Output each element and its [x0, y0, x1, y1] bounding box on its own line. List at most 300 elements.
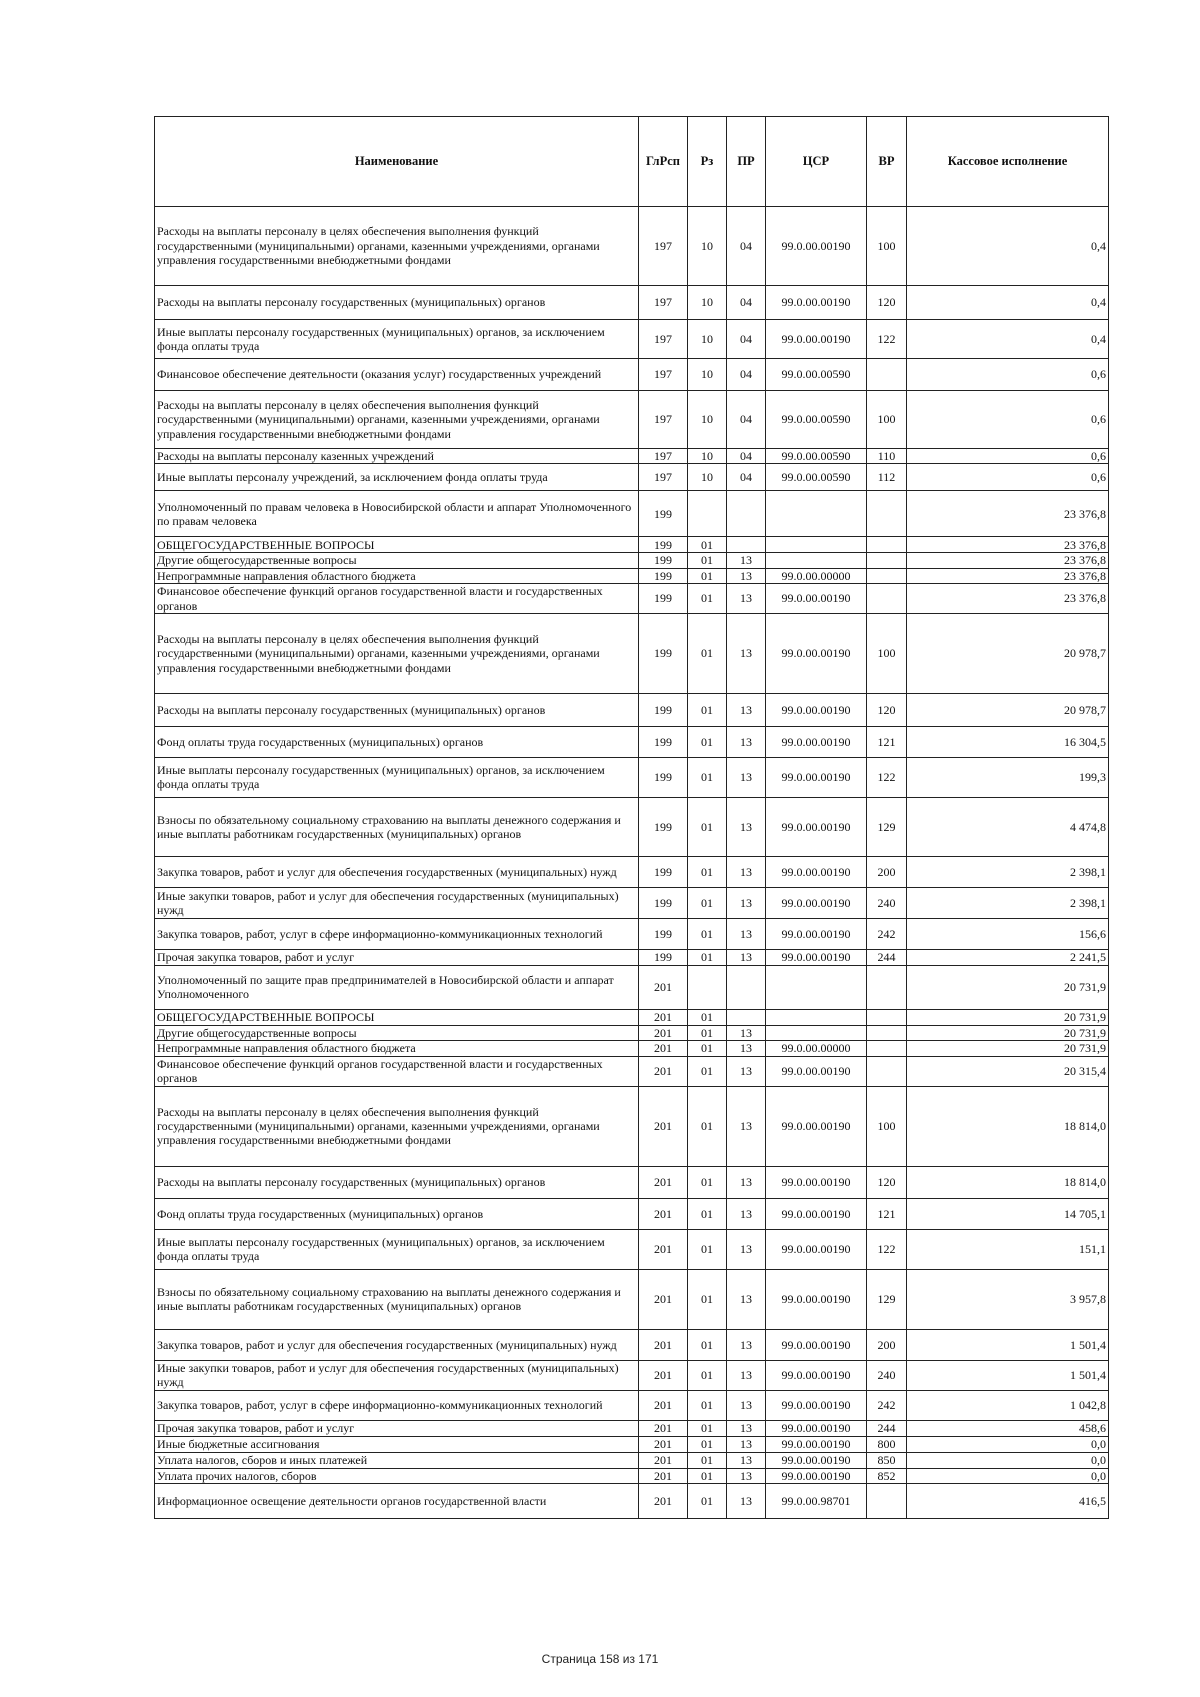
- cell-name: Иные бюджетные ассигнования: [155, 1436, 639, 1452]
- cell-vr: 100: [867, 391, 907, 449]
- cell-pr: [727, 491, 766, 537]
- cell-amount: 0,4: [907, 286, 1109, 320]
- cell-vr: 100: [867, 1086, 907, 1166]
- table-row: [155, 1009, 1109, 1025]
- cell-rz: 10: [688, 464, 727, 491]
- cell-csr: 99.0.00.00190: [766, 207, 867, 286]
- table-row: [155, 1436, 1109, 1452]
- cell-rz: 10: [688, 391, 727, 449]
- cell-vr: 240: [867, 1360, 907, 1390]
- cell-pr: 13: [727, 1390, 766, 1420]
- cell-vr: 244: [867, 1420, 907, 1436]
- cell-name: ОБЩЕГОСУДАРСТВЕННЫЕ ВОПРОСЫ: [155, 537, 639, 553]
- cell-name: Непрограммные направления областного бюджета: [155, 568, 639, 583]
- cell-name: Расходы на выплаты персоналу государственных (муниципальных) органов: [155, 1166, 639, 1198]
- cell-csr: 99.0.00.00190: [766, 613, 867, 693]
- cell-csr: [766, 1009, 867, 1025]
- table-row: [155, 584, 1109, 614]
- cell-csr: 99.0.00.00190: [766, 1452, 867, 1468]
- cell-rz: 01: [688, 693, 727, 726]
- cell-rz: 01: [688, 1041, 727, 1056]
- cell-glrsp: 197: [639, 391, 688, 449]
- cell-name: Закупка товаров, работ, услуг в сфере информационно-коммуникационных технологий: [155, 1390, 639, 1420]
- cell-amount: 20 978,7: [907, 693, 1109, 726]
- table-row: [155, 537, 1109, 553]
- cell-csr: [766, 491, 867, 537]
- table-row: [155, 797, 1109, 856]
- table-body: [155, 207, 1109, 1519]
- cell-vr: 852: [867, 1468, 907, 1483]
- cell-csr: 99.0.00.00190: [766, 584, 867, 614]
- cell-csr: 99.0.00.00190: [766, 918, 867, 949]
- cell-amount: 20 315,4: [907, 1056, 1109, 1086]
- header-csr: ЦСР: [766, 117, 867, 207]
- cell-vr: 122: [867, 320, 907, 359]
- header-amount: Кассовое исполнение: [907, 117, 1109, 207]
- table-row: [155, 693, 1109, 726]
- cell-pr: 13: [727, 1056, 766, 1086]
- cell-csr: 99.0.00.00190: [766, 1468, 867, 1483]
- table-row: [155, 1269, 1109, 1329]
- cell-name: Финансовое обеспечение функций органов государственной власти и государственных органов: [155, 584, 639, 614]
- cell-amount: 0,4: [907, 207, 1109, 286]
- cell-name: Иные закупки товаров, работ и услуг для обеспечения государственных (муниципальных) нужд: [155, 887, 639, 918]
- cell-pr: 13: [727, 949, 766, 965]
- cell-rz: 01: [688, 726, 727, 757]
- cell-name: Расходы на выплаты персоналу в целях обеспечения выполнения функций государственными (муниципальными) органами, казенными учреждениями, органами управления государственными внебюджетными фондами: [155, 613, 639, 693]
- table-row: [155, 286, 1109, 320]
- cell-glrsp: 201: [639, 1198, 688, 1229]
- cell-rz: 01: [688, 1086, 727, 1166]
- cell-name: Расходы на выплаты персоналу в целях обеспечения выполнения функций государственными (муниципальными) органами, казенными учреждениями, органами управления государственными внебюджетными фондами: [155, 1086, 639, 1166]
- cell-name: Взносы по обязательному социальному страхованию на выплаты денежного содержания и иные выплаты работникам государственных (муниципальных) органов: [155, 1269, 639, 1329]
- table-row: [155, 1484, 1109, 1519]
- cell-name: Уполномоченный по правам человека в Новосибирской области и аппарат Уполномоченного по правам человека: [155, 491, 639, 537]
- cell-pr: 13: [727, 918, 766, 949]
- cell-name: Взносы по обязательному социальному страхованию на выплаты денежного содержания и иные выплаты работникам государственных (муниципальных) органов: [155, 797, 639, 856]
- cell-pr: 13: [727, 726, 766, 757]
- cell-glrsp: 201: [639, 1025, 688, 1040]
- table-row: [155, 949, 1109, 965]
- cell-csr: 99.0.00.00590: [766, 449, 867, 464]
- table-row: [155, 1360, 1109, 1390]
- table-row: [155, 320, 1109, 359]
- cell-amount: 20 731,9: [907, 965, 1109, 1009]
- cell-csr: 99.0.00.00190: [766, 1436, 867, 1452]
- cell-amount: 20 731,9: [907, 1025, 1109, 1040]
- cell-glrsp: 199: [639, 757, 688, 797]
- cell-amount: 20 731,9: [907, 1041, 1109, 1056]
- cell-amount: 0,6: [907, 391, 1109, 449]
- cell-amount: 23 376,8: [907, 568, 1109, 583]
- cell-name: Расходы на выплаты персоналу государственных (муниципальных) органов: [155, 693, 639, 726]
- cell-vr: 121: [867, 1198, 907, 1229]
- cell-amount: 18 814,0: [907, 1166, 1109, 1198]
- cell-rz: 01: [688, 856, 727, 887]
- cell-vr: [867, 537, 907, 553]
- cell-name: Закупка товаров, работ и услуг для обеспечения государственных (муниципальных) нужд: [155, 1329, 639, 1360]
- cell-pr: 13: [727, 1468, 766, 1483]
- cell-name: Прочая закупка товаров, работ и услуг: [155, 949, 639, 965]
- cell-glrsp: 201: [639, 1468, 688, 1483]
- cell-glrsp: 197: [639, 286, 688, 320]
- cell-glrsp: 199: [639, 537, 688, 553]
- table-row: [155, 965, 1109, 1009]
- cell-csr: 99.0.00.00190: [766, 949, 867, 965]
- cell-rz: 01: [688, 949, 727, 965]
- cell-pr: 13: [727, 1269, 766, 1329]
- cell-csr: 99.0.00.00590: [766, 391, 867, 449]
- cell-vr: [867, 1484, 907, 1519]
- table-row: [155, 918, 1109, 949]
- cell-name: Закупка товаров, работ и услуг для обеспечения государственных (муниципальных) нужд: [155, 856, 639, 887]
- cell-pr: 13: [727, 1484, 766, 1519]
- cell-rz: 01: [688, 1484, 727, 1519]
- cell-pr: 13: [727, 1198, 766, 1229]
- cell-amount: 3 957,8: [907, 1269, 1109, 1329]
- cell-rz: 01: [688, 1056, 727, 1086]
- cell-name: Другие общегосударственные вопросы: [155, 1025, 639, 1040]
- cell-glrsp: 199: [639, 797, 688, 856]
- cell-vr: 800: [867, 1436, 907, 1452]
- table-row: [155, 1329, 1109, 1360]
- cell-glrsp: 197: [639, 207, 688, 286]
- cell-name: Иные закупки товаров, работ и услуг для обеспечения государственных (муниципальных) нужд: [155, 1360, 639, 1390]
- budget-execution-table: [154, 116, 1109, 1519]
- cell-amount: 2 398,1: [907, 887, 1109, 918]
- cell-glrsp: 201: [639, 1484, 688, 1519]
- cell-pr: 13: [727, 1041, 766, 1056]
- cell-name: Иные выплаты персоналу государственных (муниципальных) органов, за исключением фонда оплаты труда: [155, 320, 639, 359]
- cell-rz: 01: [688, 887, 727, 918]
- cell-vr: 129: [867, 797, 907, 856]
- cell-vr: 120: [867, 693, 907, 726]
- cell-vr: 240: [867, 887, 907, 918]
- cell-glrsp: 199: [639, 887, 688, 918]
- cell-csr: 99.0.00.00190: [766, 797, 867, 856]
- cell-pr: 13: [727, 568, 766, 583]
- cell-amount: 458,6: [907, 1420, 1109, 1436]
- cell-csr: 99.0.00.00190: [766, 1420, 867, 1436]
- cell-pr: 13: [727, 887, 766, 918]
- cell-vr: 200: [867, 856, 907, 887]
- cell-vr: 129: [867, 1269, 907, 1329]
- cell-amount: 23 376,8: [907, 537, 1109, 553]
- cell-rz: 01: [688, 1360, 727, 1390]
- cell-name: Расходы на выплаты персоналу в целях обеспечения выполнения функций государственными (муниципальными) органами, казенными учреждениями, органами управления государственными внебюджетными фондами: [155, 207, 639, 286]
- cell-pr: 13: [727, 1025, 766, 1040]
- cell-pr: 13: [727, 1086, 766, 1166]
- cell-name: Уплата прочих налогов, сборов: [155, 1468, 639, 1483]
- cell-csr: 99.0.00.00190: [766, 1390, 867, 1420]
- cell-glrsp: 197: [639, 449, 688, 464]
- cell-rz: 01: [688, 1229, 727, 1269]
- cell-csr: 99.0.00.00190: [766, 1329, 867, 1360]
- cell-glrsp: 199: [639, 491, 688, 537]
- cell-glrsp: 199: [639, 918, 688, 949]
- cell-vr: 122: [867, 757, 907, 797]
- cell-pr: [727, 537, 766, 553]
- cell-pr: 13: [727, 1436, 766, 1452]
- cell-name: Уплата налогов, сборов и иных платежей: [155, 1452, 639, 1468]
- cell-rz: [688, 491, 727, 537]
- cell-name: ОБЩЕГОСУДАРСТВЕННЫЕ ВОПРОСЫ: [155, 1009, 639, 1025]
- cell-name: Информационное освещение деятельности органов государственной власти: [155, 1484, 639, 1519]
- cell-vr: 110: [867, 449, 907, 464]
- cell-name: Закупка товаров, работ, услуг в сфере информационно-коммуникационных технологий: [155, 918, 639, 949]
- cell-rz: 01: [688, 757, 727, 797]
- table-row: [155, 1041, 1109, 1056]
- page-number: Страница 158 из 171: [541, 1652, 659, 1666]
- cell-name: Другие общегосударственные вопросы: [155, 553, 639, 568]
- cell-name: Расходы на выплаты персоналу государственных (муниципальных) органов: [155, 286, 639, 320]
- cell-name: Расходы на выплаты персоналу казенных учреждений: [155, 449, 639, 464]
- cell-amount: 0,0: [907, 1452, 1109, 1468]
- cell-amount: 1 501,4: [907, 1360, 1109, 1390]
- cell-rz: 01: [688, 1025, 727, 1040]
- cell-glrsp: 201: [639, 965, 688, 1009]
- cell-name: Финансовое обеспечение деятельности (оказания услуг) государственных учреждений: [155, 359, 639, 391]
- cell-rz: 01: [688, 797, 727, 856]
- cell-glrsp: 201: [639, 1390, 688, 1420]
- cell-vr: [867, 1025, 907, 1040]
- table-row: [155, 1056, 1109, 1086]
- cell-amount: 0,0: [907, 1436, 1109, 1452]
- cell-csr: 99.0.00.00190: [766, 1166, 867, 1198]
- table-row: [155, 1025, 1109, 1040]
- table-row: [155, 726, 1109, 757]
- cell-glrsp: 201: [639, 1166, 688, 1198]
- table-row: [155, 359, 1109, 391]
- cell-pr: [727, 1009, 766, 1025]
- cell-vr: 200: [867, 1329, 907, 1360]
- table-row: [155, 757, 1109, 797]
- table-row: [155, 568, 1109, 583]
- table-row: [155, 1420, 1109, 1436]
- cell-rz: 01: [688, 1009, 727, 1025]
- cell-csr: 99.0.00.00190: [766, 320, 867, 359]
- cell-vr: [867, 568, 907, 583]
- cell-glrsp: 201: [639, 1436, 688, 1452]
- cell-name: Уполномоченный по защите прав предпринимателей в Новосибирской области и аппарат Уполномоченного: [155, 965, 639, 1009]
- cell-amount: 23 376,8: [907, 553, 1109, 568]
- cell-rz: 01: [688, 1166, 727, 1198]
- cell-rz: 01: [688, 1329, 727, 1360]
- cell-csr: [766, 553, 867, 568]
- cell-glrsp: 199: [639, 856, 688, 887]
- cell-name: Расходы на выплаты персоналу в целях обеспечения выполнения функций государственными (муниципальными) органами, казенными учреждениями, органами управления государственными внебюджетными фондами: [155, 391, 639, 449]
- cell-vr: 122: [867, 1229, 907, 1269]
- cell-rz: 01: [688, 613, 727, 693]
- cell-amount: 16 304,5: [907, 726, 1109, 757]
- cell-rz: 01: [688, 1198, 727, 1229]
- table-row: [155, 464, 1109, 491]
- cell-rz: 01: [688, 1420, 727, 1436]
- table-row: [155, 1452, 1109, 1468]
- cell-amount: 18 814,0: [907, 1086, 1109, 1166]
- cell-pr: 04: [727, 320, 766, 359]
- cell-glrsp: 199: [639, 726, 688, 757]
- cell-amount: 1 042,8: [907, 1390, 1109, 1420]
- cell-vr: 850: [867, 1452, 907, 1468]
- cell-pr: [727, 965, 766, 1009]
- cell-pr: 04: [727, 464, 766, 491]
- cell-glrsp: 201: [639, 1009, 688, 1025]
- cell-amount: 23 376,8: [907, 491, 1109, 537]
- cell-csr: 99.0.00.00190: [766, 1229, 867, 1269]
- cell-amount: 4 474,8: [907, 797, 1109, 856]
- header-vr: ВР: [867, 117, 907, 207]
- cell-name: Иные выплаты персоналу государственных (муниципальных) органов, за исключением фонда оплаты труда: [155, 1229, 639, 1269]
- cell-pr: 04: [727, 359, 766, 391]
- cell-vr: 242: [867, 918, 907, 949]
- table-row: [155, 1198, 1109, 1229]
- table-row: [155, 1166, 1109, 1198]
- cell-amount: 0,4: [907, 320, 1109, 359]
- cell-vr: [867, 1056, 907, 1086]
- cell-rz: 10: [688, 449, 727, 464]
- cell-pr: 13: [727, 1229, 766, 1269]
- cell-amount: 151,1: [907, 1229, 1109, 1269]
- cell-glrsp: 199: [639, 693, 688, 726]
- cell-glrsp: 201: [639, 1229, 688, 1269]
- cell-amount: 14 705,1: [907, 1198, 1109, 1229]
- table-row: [155, 449, 1109, 464]
- cell-csr: 99.0.00.98701: [766, 1484, 867, 1519]
- cell-vr: [867, 965, 907, 1009]
- cell-pr: 04: [727, 449, 766, 464]
- cell-glrsp: 201: [639, 1420, 688, 1436]
- cell-pr: 04: [727, 391, 766, 449]
- cell-glrsp: 201: [639, 1329, 688, 1360]
- cell-pr: 04: [727, 207, 766, 286]
- cell-glrsp: 197: [639, 320, 688, 359]
- table-header-row: [155, 117, 1109, 207]
- cell-rz: 01: [688, 568, 727, 583]
- cell-amount: 2 398,1: [907, 856, 1109, 887]
- cell-pr: 13: [727, 1452, 766, 1468]
- cell-csr: 99.0.00.00190: [766, 1198, 867, 1229]
- header-rz: Рз: [688, 117, 727, 207]
- cell-pr: 13: [727, 856, 766, 887]
- cell-rz: 10: [688, 286, 727, 320]
- cell-csr: 99.0.00.00590: [766, 464, 867, 491]
- cell-glrsp: 197: [639, 359, 688, 391]
- cell-csr: 99.0.00.00000: [766, 1041, 867, 1056]
- table-row: [155, 553, 1109, 568]
- cell-glrsp: 199: [639, 613, 688, 693]
- cell-csr: 99.0.00.00190: [766, 887, 867, 918]
- cell-vr: [867, 491, 907, 537]
- cell-glrsp: 201: [639, 1360, 688, 1390]
- cell-vr: 100: [867, 207, 907, 286]
- cell-vr: [867, 553, 907, 568]
- cell-csr: 99.0.00.00190: [766, 1360, 867, 1390]
- cell-amount: 0,0: [907, 1468, 1109, 1483]
- cell-name: Финансовое обеспечение функций органов государственной власти и государственных органов: [155, 1056, 639, 1086]
- cell-pr: 13: [727, 757, 766, 797]
- table-row: [155, 856, 1109, 887]
- cell-glrsp: 201: [639, 1041, 688, 1056]
- header-name: Наименование: [155, 117, 639, 207]
- cell-vr: 120: [867, 286, 907, 320]
- cell-vr: 120: [867, 1166, 907, 1198]
- cell-csr: 99.0.00.00190: [766, 856, 867, 887]
- cell-rz: 01: [688, 537, 727, 553]
- cell-name: Фонд оплаты труда государственных (муниципальных) органов: [155, 726, 639, 757]
- cell-rz: 01: [688, 584, 727, 614]
- cell-name: Прочая закупка товаров, работ и услуг: [155, 1420, 639, 1436]
- cell-glrsp: 197: [639, 464, 688, 491]
- cell-glrsp: 201: [639, 1056, 688, 1086]
- cell-amount: 156,6: [907, 918, 1109, 949]
- cell-vr: 242: [867, 1390, 907, 1420]
- cell-pr: 13: [727, 1329, 766, 1360]
- cell-amount: 0,6: [907, 449, 1109, 464]
- table-row: [155, 491, 1109, 537]
- cell-glrsp: 201: [639, 1269, 688, 1329]
- cell-amount: 20 731,9: [907, 1009, 1109, 1025]
- cell-rz: 01: [688, 1269, 727, 1329]
- cell-glrsp: 199: [639, 568, 688, 583]
- cell-amount: 1 501,4: [907, 1329, 1109, 1360]
- cell-pr: 13: [727, 797, 766, 856]
- header-pr: ПР: [727, 117, 766, 207]
- cell-name: Фонд оплаты труда государственных (муниципальных) органов: [155, 1198, 639, 1229]
- cell-vr: 112: [867, 464, 907, 491]
- cell-glrsp: 199: [639, 584, 688, 614]
- table-row: [155, 1086, 1109, 1166]
- cell-pr: 13: [727, 1166, 766, 1198]
- cell-csr: 99.0.00.00190: [766, 757, 867, 797]
- cell-csr: 99.0.00.00190: [766, 1086, 867, 1166]
- cell-rz: 10: [688, 359, 727, 391]
- cell-pr: 13: [727, 1360, 766, 1390]
- cell-vr: 100: [867, 613, 907, 693]
- cell-rz: [688, 965, 727, 1009]
- cell-pr: 13: [727, 1420, 766, 1436]
- cell-pr: 13: [727, 613, 766, 693]
- cell-csr: [766, 965, 867, 1009]
- cell-name: Иные выплаты персоналу учреждений, за исключением фонда оплаты труда: [155, 464, 639, 491]
- cell-amount: 416,5: [907, 1484, 1109, 1519]
- cell-amount: 20 978,7: [907, 613, 1109, 693]
- table-row: [155, 1468, 1109, 1483]
- cell-csr: [766, 537, 867, 553]
- cell-pr: 13: [727, 693, 766, 726]
- cell-pr: 13: [727, 553, 766, 568]
- cell-name: Непрограммные направления областного бюджета: [155, 1041, 639, 1056]
- cell-rz: 01: [688, 918, 727, 949]
- cell-rz: 01: [688, 1436, 727, 1452]
- cell-glrsp: 201: [639, 1452, 688, 1468]
- cell-vr: [867, 1041, 907, 1056]
- cell-name: Иные выплаты персоналу государственных (муниципальных) органов, за исключением фонда оплаты труда: [155, 757, 639, 797]
- cell-amount: 0,6: [907, 464, 1109, 491]
- cell-rz: 10: [688, 207, 727, 286]
- cell-rz: 01: [688, 1452, 727, 1468]
- cell-rz: 10: [688, 320, 727, 359]
- cell-pr: 13: [727, 584, 766, 614]
- table-row: [155, 207, 1109, 286]
- cell-amount: 2 241,5: [907, 949, 1109, 965]
- cell-csr: 99.0.00.00190: [766, 693, 867, 726]
- cell-rz: 01: [688, 553, 727, 568]
- cell-rz: 01: [688, 1390, 727, 1420]
- cell-csr: 99.0.00.00590: [766, 359, 867, 391]
- cell-amount: 199,3: [907, 757, 1109, 797]
- cell-csr: 99.0.00.00190: [766, 726, 867, 757]
